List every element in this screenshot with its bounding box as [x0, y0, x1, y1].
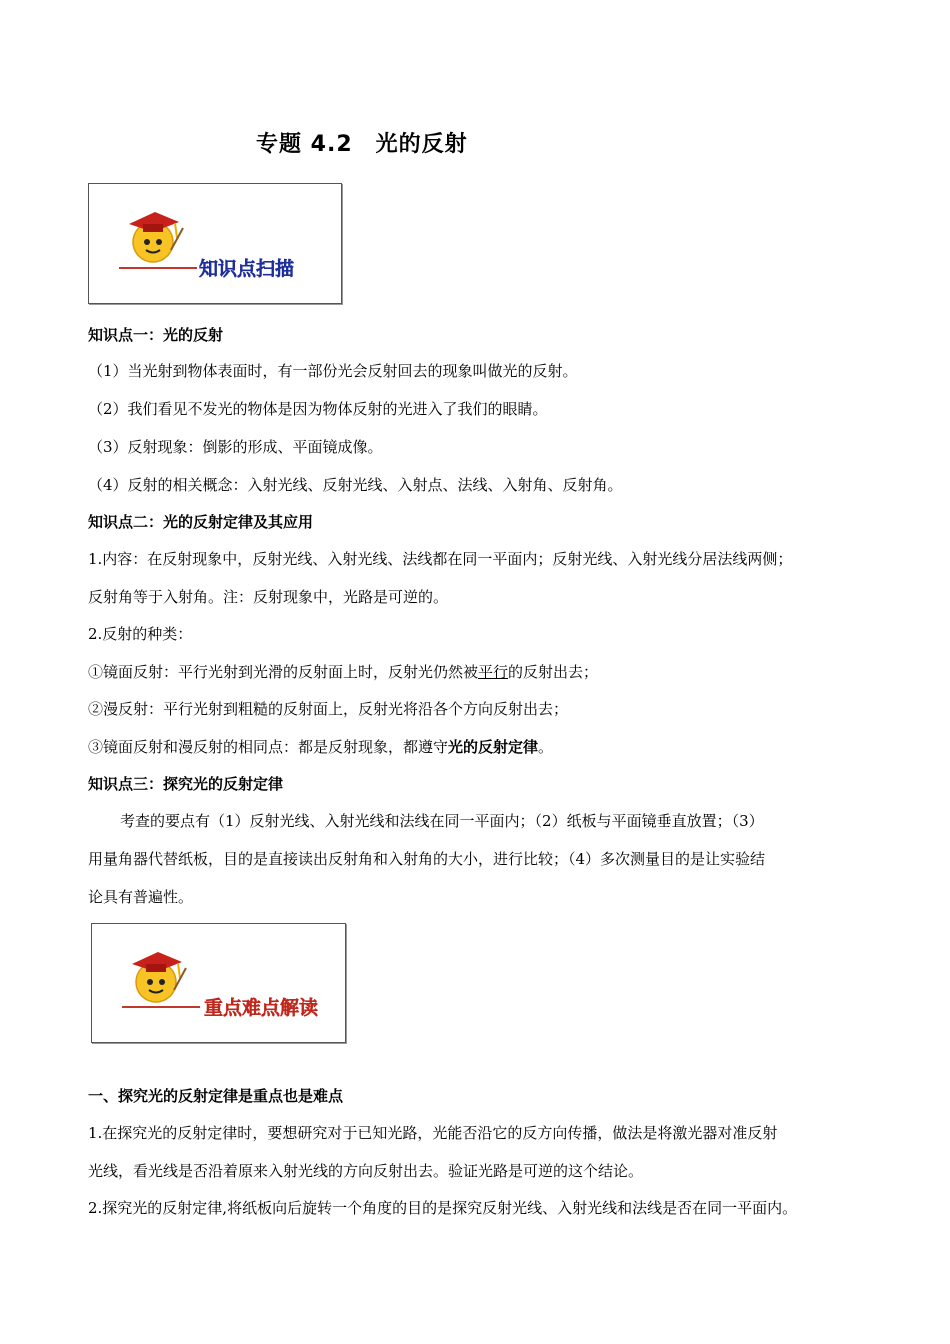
underlined-word: 平行 — [478, 663, 509, 681]
section-3-heading: 知识点三：探究光的反射定律 — [88, 775, 284, 793]
bold-term: 光的反射定律 — [448, 738, 539, 756]
text-span: 。 — [538, 738, 554, 756]
key-points-banner — [91, 923, 346, 1043]
section-1-item: （1）当光射到物体表面时，有一部份光会反射回去的现象叫做光的反射。 — [88, 362, 578, 380]
text-span: 的反射出去； — [508, 663, 599, 681]
section-3-paragraph-line: 考查的要点有（1）反射光线、入射光线和法线在同一平面内；（2）纸板与平面镜垂直放置；（3） — [120, 812, 764, 830]
section-1-item: （3）反射现象：倒影的形成、平面镜成像。 — [88, 438, 383, 456]
banner-rule — [122, 1006, 200, 1008]
section-1-item: （2）我们看见不发光的物体是因为物体反射的光进入了我们的眼睛。 — [88, 400, 548, 418]
section-2-diffuse-reflection: ②漫反射：平行光射到粗糙的反射面上，反射光将沿各个方向反射出去； — [88, 700, 569, 718]
banner-rule — [119, 267, 197, 269]
section-2-common-point — [88, 737, 553, 757]
page-title: 专题 4.2 光的反射 — [256, 132, 468, 157]
graduate-mascot-icon — [113, 198, 193, 278]
text-span: ①镜面反射：平行光射到光滑的反射面上时，反射光仍然被 — [88, 663, 479, 681]
section-2-mirror-reflection — [88, 662, 598, 682]
section-2-content-line: 反射角等于入射角。注：反射现象中，光路是可逆的。 — [88, 588, 449, 606]
section-1-heading: 知识点一：光的反射 — [88, 326, 224, 344]
knowledge-scan-banner — [88, 183, 342, 304]
section-2-content-line: 1.内容：在反射现象中，反射光线、入射光线、法线都在同一平面内；反射光线、入射光线分居法线两侧； — [88, 550, 793, 568]
banner-label: 重点难点解读 — [204, 997, 319, 1019]
section-1-item: （4）反射的相关概念：入射光线、反射光线、入射点、法线、入射角、反射角。 — [88, 476, 623, 494]
section-4-paragraph-line: 1.在探究光的反射定律时，要想研究对于已知光路，光能否沿它的反方向传播，做法是将激光器对准反射 — [88, 1124, 778, 1142]
banner-label: 知识点扫描 — [199, 258, 295, 280]
section-4-paragraph-line: 2.探究光的反射定律,将纸板向后旋转一个角度的目的是探究反射光线、入射光线和法线是否在同一平面内。 — [88, 1199, 798, 1217]
section-4-heading: 一、探究光的反射定律是重点也是难点 — [88, 1087, 344, 1105]
section-3-paragraph-line: 用量角器代替纸板，目的是直接读出反射角和入射角的大小，进行比较；（4）多次测量目的是让实验结 — [88, 850, 766, 868]
section-3-paragraph-line: 论具有普遍性。 — [88, 888, 194, 906]
section-2-heading: 知识点二：光的反射定律及其应用 — [88, 513, 314, 531]
section-4-paragraph-line: 光线，看光线是否沿着原来入射光线的方向反射出去。验证光路是可逆的这个结论。 — [88, 1162, 644, 1180]
section-2-types-label: 2.反射的种类： — [88, 625, 193, 643]
text-span: ③镜面反射和漫反射的相同点：都是反射现象，都遵守 — [88, 738, 449, 756]
